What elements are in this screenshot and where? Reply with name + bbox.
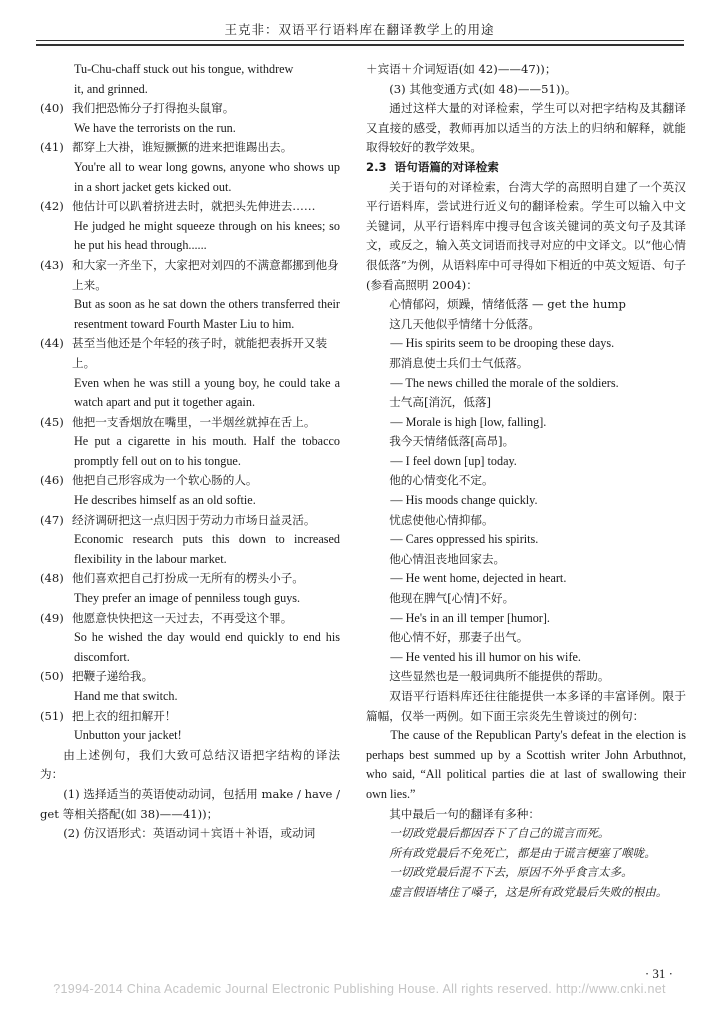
example-number: (45) [40, 414, 64, 429]
pair-chinese: 他现在脾气[心情]不好。 [389, 591, 515, 606]
example-item [40, 569, 340, 589]
example-english: We have the terrorists on the run. [74, 120, 236, 135]
example-number: (44) [40, 336, 64, 351]
header-rule-thick [36, 44, 684, 46]
pair-english: — I feel down [up] today. [390, 453, 517, 468]
pair-english: — The news chilled the morale of the soldiers. [390, 375, 619, 390]
section-number: 2.3 [366, 159, 387, 174]
english-quote: The cause of the Republican Party's defeat in the election is perhaps best summed up by a Scottish writer John Arbuthnot, who said, “All political parties die at last of swallowing their own lies.” [366, 728, 686, 801]
body-line: 其中最后一句的翻译有多种： [389, 806, 540, 821]
example-english: Economic research puts this down to increased flexibility in the labour market. [74, 532, 340, 566]
section-title: 语句语篇的对译检索 [394, 159, 499, 174]
example-chinese: 他们喜欢把自己打扮成一无所有的楞头小子。 [72, 571, 304, 586]
phrase-pair-list [366, 295, 686, 667]
example-english: He judged he might squeeze through on his knees; so he put his head through...... [74, 218, 340, 253]
body-paragraph: 通过这样大量的对译检索，学生可以对把字结构及其翻译又直接的感受，教师再加以适当的方法上的归纳和解释，就能取得较好的教学效果。 [366, 101, 686, 155]
translation-item: 所有政党最后不免死亡，都是由于谎言梗塞了喉咙。 [389, 845, 656, 860]
example-english: Unbutton your jacket! [74, 728, 182, 743]
example-number: (41) [40, 140, 64, 155]
example-english: Even when he was still a young boy, he could take a watch apart and put it together again. [74, 375, 340, 410]
method-item: (2) 仿汉语形式：英语动词＋宾语＋补语，或动词 [63, 826, 316, 841]
method-item: (3) 其他变通方式(如 48)——51))。 [389, 81, 577, 96]
pair-english: — His moods change quickly. [390, 493, 538, 508]
example-chinese: 把上衣的纽扣解开！ [72, 708, 177, 723]
example-number: (43) [40, 257, 64, 272]
example-chinese: 经济调研把这一点归因于劳动力市场日益灵活。 [72, 512, 316, 527]
example-number: (49) [40, 610, 64, 625]
method-item: (1) 选择适当的英语使动动词，包括用 make / have / get 等相关搭配(如 38)——41))； [40, 786, 340, 821]
pair-english: — He went home, dejected in heart. [390, 571, 567, 586]
lead-english-line: it, and grinned. [74, 81, 148, 96]
example-chinese: 我们把恐怖分子打得抱头鼠窜。 [72, 101, 235, 116]
body-paragraph: 关于语句的对译检索，台湾大学的高照明自建了一个英汉平行语料库，尝试进行近义句的翻译检索。学生可以输入中文关键词，从平行语料库中搜寻包含该关键词的英文句子及其译文，或反之，输入英文词语而找寻对应的中文译文。以“他心情很低落”为例，从语料库中可寻得如下相近的中英文短语、句子(参看高照明 2004)： [366, 179, 686, 292]
example-item [40, 707, 340, 727]
pair-english: — Morale is high [low, falling]. [390, 414, 547, 429]
body-line: 这些显然也是一般词典所不能提供的帮助。 [389, 669, 610, 684]
example-chinese: 和大家一齐坐下，大家把对刘四的不满意都挪到他身上来。 [72, 257, 339, 292]
lead-english-line: Tu-Chu-chaff stuck out his tongue, withdrew [74, 62, 294, 76]
example-english: But as soon as he sat down the others transferred their resentment toward Fourth Master Liu to him. [74, 297, 340, 331]
example-item [40, 667, 340, 687]
example-item [40, 197, 340, 217]
example-item [40, 334, 340, 373]
method-continuation: ＋宾语＋介词短语(如 42)——47))； [366, 62, 557, 76]
pair-english: — His spirits seem to be drooping these days. [390, 336, 615, 351]
page-number: · 31 · [644, 966, 673, 981]
pair-chinese: 士气高[消沉，低落] [389, 395, 491, 410]
example-chinese: 甚至当他还是个年轻的孩子时，就能把表拆开又装上。 [72, 336, 328, 370]
example-english: He describes himself as an old softie. [74, 493, 256, 508]
summary-paragraph: 由上述例句，我们大致可总结汉语把字结构的译法为： [40, 747, 340, 782]
pair-chinese: 我今天情绪低落[高昂]。 [389, 434, 515, 449]
example-item [40, 471, 340, 491]
pair-chinese: 心情郁闷，烦躁，情绪低落 — get the hump [389, 297, 626, 312]
pair-chinese: 这几天他似乎情绪十分低落。 [389, 316, 540, 331]
example-number: (42) [40, 199, 64, 214]
pair-chinese: 他心情沮丧地回家去。 [389, 551, 506, 566]
translation-item: 一切政党最后混不下去，原因不外乎食言太多。 [389, 865, 633, 880]
example-item [40, 256, 340, 295]
section-heading [366, 158, 686, 178]
pair-chinese: 忧虑使他心情抑郁。 [389, 512, 494, 527]
body-paragraph: 双语平行语料库还往往能提供一本多译的丰富译例。限于篇幅，仅举一两例。如下面王宗炎先生曾谈过的例句： [366, 689, 686, 723]
example-english: So he wished the day would end quickly to end his discomfort. [74, 630, 340, 664]
pair-chinese: 那消息使士兵们士气低落。 [389, 355, 529, 370]
translation-item: 虚言假语堵住了嗓子，这是所有政党最后失败的根由。 [389, 884, 668, 899]
example-chinese: 他把一支香烟放在嘴里，一半烟丝就掉在舌上。 [72, 414, 316, 429]
pair-english: — He vented his ill humor on his wife. [390, 649, 581, 664]
right-column [366, 60, 686, 903]
running-header: 王克非：双语平行语料库在翻译教学上的用途 [224, 22, 495, 37]
example-list [40, 99, 340, 746]
example-english: You're all to wear long gowns, anyone who shows up in a short jacket gets kicked out. [74, 159, 340, 194]
example-chinese: 他估计可以趴着挤进去时，就把头先伸进去…… [72, 199, 316, 214]
example-item [40, 511, 340, 531]
example-chinese: 他愿意快快把这一天过去，不再受这个罪。 [72, 610, 293, 625]
example-chinese: 把鞭子递给我。 [72, 669, 154, 684]
example-english: They prefer an image of penniless tough guys. [74, 591, 301, 606]
header-rule [36, 40, 684, 41]
pair-chinese: 他的心情变化不定。 [389, 473, 494, 488]
example-english: He put a cigarette in his mouth. Half the tobacco promptly fell out on to his tongue. [74, 434, 340, 468]
example-chinese: 都穿上大褂，谁短撅撅的进来把谁踢出去。 [72, 140, 293, 155]
pair-chinese: 他心情不好，那妻子出气。 [389, 630, 529, 645]
example-english: Hand me that switch. [74, 689, 178, 703]
example-item [40, 138, 340, 158]
translation-list [366, 824, 686, 902]
example-item [40, 413, 340, 433]
example-number: (46) [40, 473, 64, 488]
example-number: (40) [40, 101, 64, 116]
example-item [40, 609, 340, 629]
example-number: (47) [40, 512, 64, 527]
pair-english: — Cares oppressed his spirits. [390, 532, 539, 547]
left-column [40, 60, 340, 844]
example-number: (50) [40, 669, 64, 684]
pair-english: — He's in an ill temper [humor]. [390, 610, 550, 625]
example-number: (51) [40, 708, 64, 723]
translation-item: 一切政党最后都因吞下了自己的谎言而死。 [389, 826, 610, 841]
example-chinese: 他把自己形容成为一个软心肠的人。 [72, 473, 258, 488]
example-number: (48) [40, 571, 64, 586]
watermark-footer: ?1994-2014 China Academic Journal Electronic Publishing House. All rights reserved. http://www.cnki.net [53, 982, 666, 996]
example-item [40, 99, 340, 119]
